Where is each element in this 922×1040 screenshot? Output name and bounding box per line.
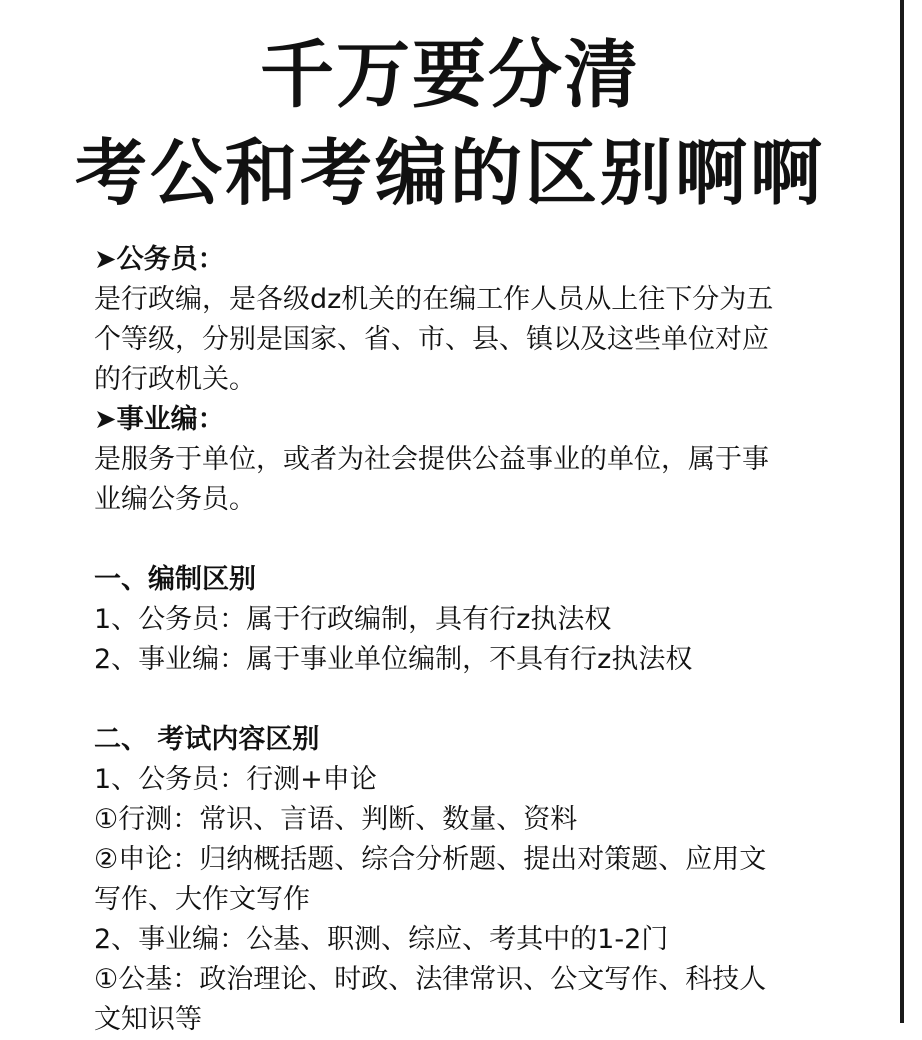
institution-text-line2: 业编公务员。 [94,484,256,515]
section1-item1: 1、公务员：属于行政编制，具有行z执法权 [94,604,612,635]
section2-item2: 2、事业编：公基、职测、综应、考其中的1-2门 [94,924,669,955]
section2-item2a-line2: 文知识等 [94,1004,202,1035]
page-title-line2: 考公和考编的区别啊啊 [74,131,825,215]
section2-item1: 1、公务员：行测+申论 [94,764,377,795]
document-body [94,240,834,1040]
section1-heading: 一、编制区别 [94,564,256,595]
civil-servant-text-line1: 是行政编，是各级dz机关的在编工作人员从上往下分为五 [94,284,774,315]
civil-servant-heading: ➤公务员： [94,244,225,275]
institution-text-line1: 是服务于单位，或者为社会提供公益事业的单位，属于事 [94,444,769,475]
page-title-line1: 千万要分清 [260,32,640,118]
section2-item1b-line1: ②申论：归纳概括题、综合分析题、提出对策题、应用文 [94,844,767,875]
spacer [94,680,834,720]
spacer [94,520,834,560]
civil-servant-text-line2: 个等级，分别是国家、省、市、县、镇以及这些单位对应 [94,324,769,355]
section2-item1b-line2: 写作、大作文写作 [94,884,310,915]
section2-item1a: ①行测：常识、言语、判断、数量、资料 [94,804,578,835]
section2-heading: 二、 考试内容区别 [94,724,320,755]
civil-servant-text-line3: 的行政机关。 [94,364,256,395]
section1-item2: 2、事业编：属于事业单位编制，不具有行z执法权 [94,644,693,675]
right-edge-border [900,0,922,1023]
section2-item2a-line1: ①公基：政治理论、时政、法律常识、公文写作、科技人 [94,964,767,995]
institution-heading: ➤事业编： [94,404,225,435]
